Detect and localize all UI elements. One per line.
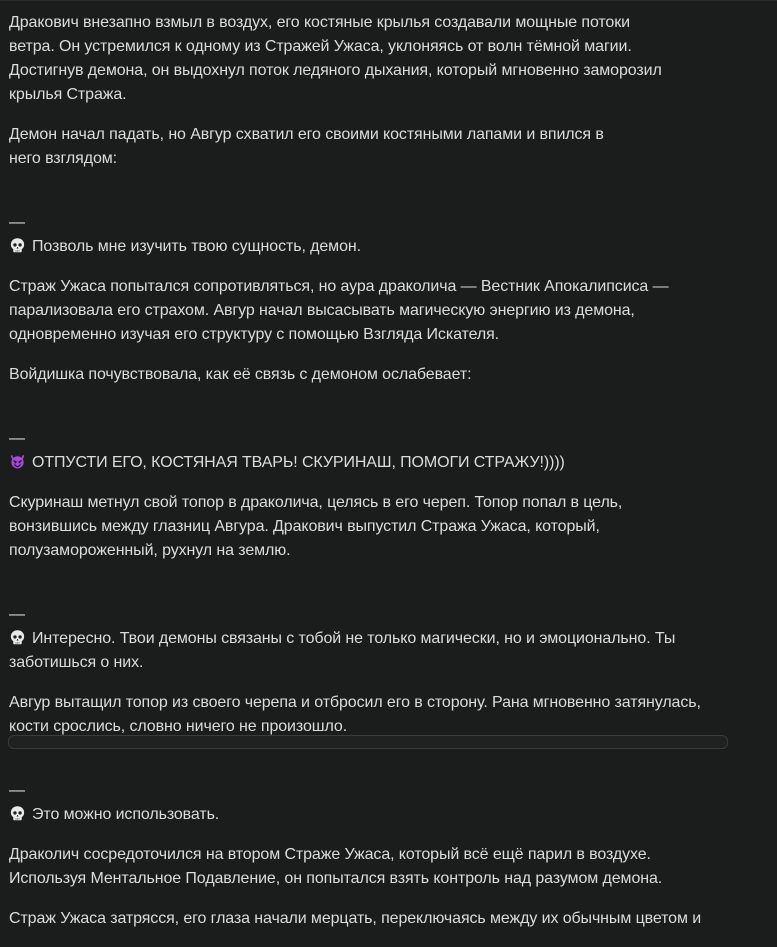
skull-icon bbox=[9, 805, 26, 822]
skull-icon bbox=[9, 237, 26, 254]
chat-input-bar[interactable] bbox=[8, 735, 728, 749]
skull-icon bbox=[9, 629, 26, 646]
paragraph-3: Страж Ужаса попытался сопротивляться, но аура драколича — Вестник Апокалипсиса — парализовала его страхом. Авгур начал высасывать магическую энергию из демона, одновременно изучая его структуру с помощью Взгляда Искателя. bbox=[9, 278, 669, 343]
dialogue-text: Это можно использовать. bbox=[32, 806, 220, 823]
dash: — bbox=[9, 214, 25, 231]
paragraph-7: Драколич сосредоточился на втором Страже Ужаса, который всё ещё парил в воздухе. Используя Ментальное Подавление, он попытался взять контроль над разумом демона. bbox=[9, 846, 663, 887]
paragraph-6: Авгур вытащил топор из своего черепа и отбросил его в сторону. Рана мгновенно затянулась, кости срослись, словно ничего не произошло. bbox=[9, 694, 701, 735]
paragraph-8: Страж Ужаса затрясся, его глаза начали мерцать, переключаясь между их обычным цветом и bbox=[9, 910, 702, 927]
dash: — bbox=[9, 782, 25, 799]
dialogue-augur-1 bbox=[9, 187, 759, 259]
paragraph-4: Войдишка почувствовала, как её связь с демоном ослабевает: bbox=[9, 366, 472, 383]
dialogue-augur-2 bbox=[9, 579, 759, 675]
dash: — bbox=[9, 430, 25, 447]
paragraph-2: Демон начал падать, но Авгур схватил его своими костяными лапами и впился в него взглядом: bbox=[9, 126, 604, 167]
chat-message bbox=[9, 11, 759, 947]
dialogue-text: Интересно. Твои демоны связаны с тобой не только магически, но и эмоционально. Ты заботишься о них. bbox=[9, 630, 676, 671]
dialogue-text: Позволь мне изучить твою сущность, демон. bbox=[32, 238, 361, 255]
dialogue-voidling bbox=[9, 403, 759, 475]
dialogue-text: ОТПУСТИ ЕГО, КОСТЯНАЯ ТВАРЬ! СКУРИНАШ, ПОМОГИ СТРАЖУ!)))) bbox=[32, 454, 565, 471]
paragraph-1: Дракович внезапно взмыл в воздух, его костяные крылья создавали мощные потоки ветра. Он устремился к одному из Стражей Ужаса, уклоняясь от волн тёмной магии. Достигнув демона, он выдохнул поток ледяного дыхания, который мгновенно заморозил крылья Стража. bbox=[9, 14, 662, 103]
dash: — bbox=[9, 606, 25, 623]
paragraph-5: Скуринаш метнул свой топор в драколича, целясь в его череп. Топор попал в цель, вонзившись между глазниц Авгура. Дракович выпустил Стража Ужаса, который, полузамороженный, рухнул на землю. bbox=[9, 494, 623, 559]
dialogue-augur-3 bbox=[9, 755, 759, 827]
devil-icon bbox=[9, 453, 26, 470]
top-divider bbox=[0, 0, 777, 1]
